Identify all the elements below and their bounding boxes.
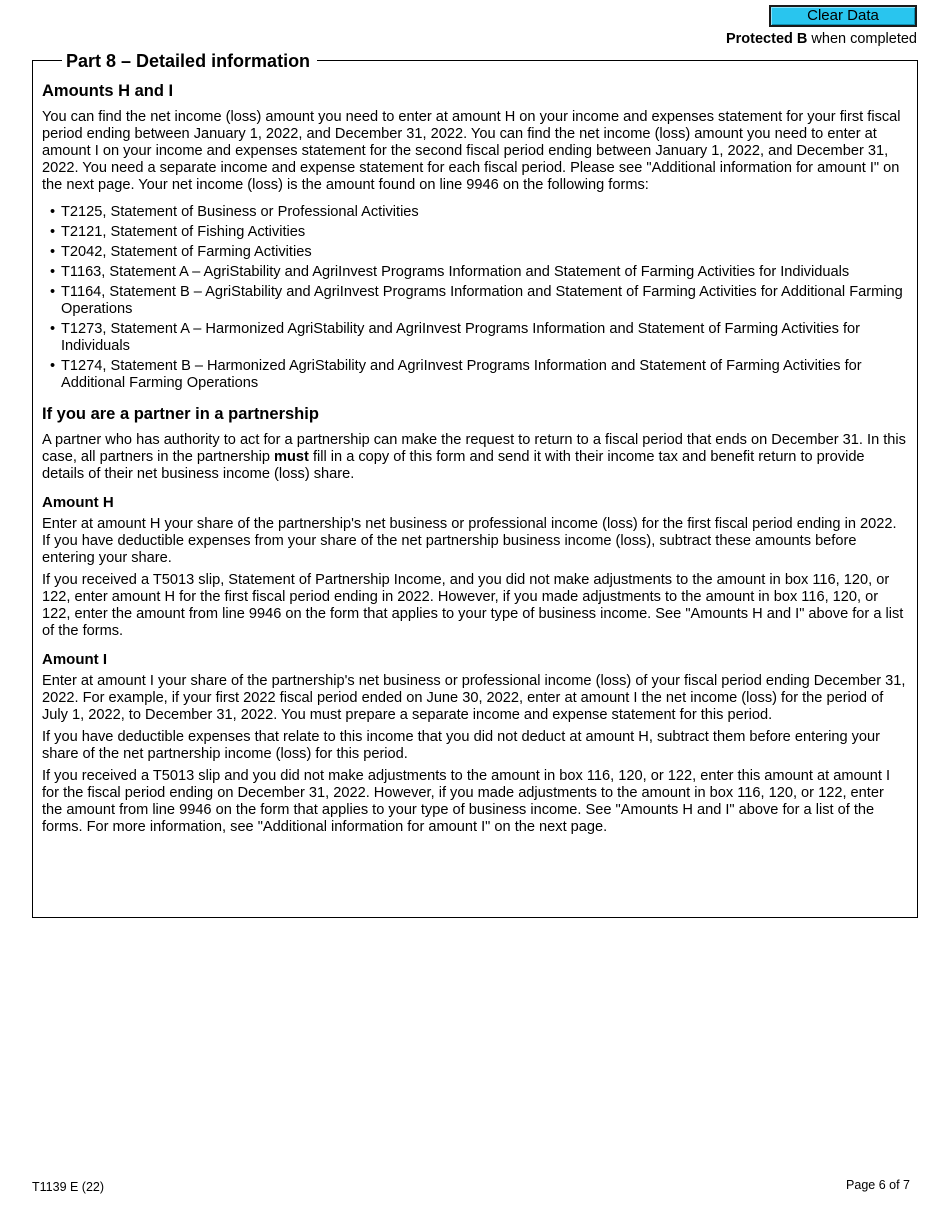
section-title: Part 8 – Detailed information bbox=[62, 49, 317, 73]
form-item-text: T2121, Statement of Fishing Activities bbox=[61, 224, 306, 240]
amount-i-paragraph-3: If you received a T5013 slip and you did not make adjustments to the amount in box 116, 120, or 122, enter this amount at amount I for the fiscal period ending on December 31, 2022. However, if you made adjustments to the amount in box 116, 120, or 122, enter the amount from line 9946 on the form that applies to your type of business income. See "Amounts H and I" above for a list of the forms. For more information, see "Additional information for amount I" on the next page. bbox=[42, 768, 891, 835]
bullet-icon: • bbox=[50, 284, 56, 300]
form-item-text: T1164, Statement B – AgriStability and AgriInvest Programs Information and Statement of Farming Activities for Additional Farming Operations bbox=[61, 284, 903, 317]
bullet-icon: • bbox=[50, 244, 56, 260]
part-8-section bbox=[32, 51, 918, 918]
section-content bbox=[42, 81, 908, 841]
form-item-text: T2125, Statement of Business or Professional Activities bbox=[61, 204, 419, 220]
list-item bbox=[42, 204, 908, 221]
form-item-text: T1274, Statement B – Harmonized AgriStability and AgriInvest Programs Information and Statement of Farming Activities for Additional Farming Operations bbox=[61, 358, 862, 391]
bullet-icon: • bbox=[50, 204, 56, 220]
list-item bbox=[42, 284, 908, 318]
form-item-text: T1273, Statement A – Harmonized AgriStability and AgriInvest Programs Information and Statement of Farming Activities for Individuals bbox=[61, 321, 860, 354]
list-item bbox=[42, 244, 908, 261]
list-item bbox=[42, 224, 908, 241]
partner-paragraph bbox=[42, 432, 908, 483]
amount-h-paragraph-2: If you received a T5013 slip, Statement of Partnership Income, and you did not make adjustments to the amount in box 116, 120, or 122, enter amount H for the first fiscal period ending in 2022. However, if you made adjustments to the amount in box 116, 120, or 122, enter the amount from line 9946 on the form that applies to your type of business income. See "Amounts H and I" above for a list of the forms. bbox=[42, 572, 904, 639]
bullet-icon: • bbox=[50, 224, 56, 240]
form-identifier: T1139 E (22) bbox=[32, 1180, 105, 1194]
partner-text-end: fill in a copy of this form and send it with their income tax and benefit return to provide details of their net business income (loss) share. bbox=[42, 449, 865, 482]
protected-when-completed: when completed bbox=[807, 31, 917, 47]
bullet-icon: • bbox=[50, 321, 56, 337]
protected-b-notice bbox=[726, 31, 917, 47]
amount-i-paragraph-2: If you have deductible expenses that relate to this income that you did not deduct at amount H, subtract them before entering your share of the net partnership income (loss) for this period. bbox=[42, 729, 881, 762]
amounts-h-and-i-heading: Amounts H and I bbox=[42, 82, 174, 100]
partner-text-start: A partner who has authority to act for a partnership can make the request to return to a fiscal period that ends on December 31. In this case, all partners in the partnership bbox=[42, 432, 906, 465]
form-item-text: T1163, Statement A – AgriStability and AgriInvest Programs Information and Statement of Farming Activities for Individuals bbox=[61, 264, 850, 280]
form-item-text: T2042, Statement of Farming Activities bbox=[61, 244, 312, 260]
list-item bbox=[42, 358, 908, 392]
partner-must-emphasis: must bbox=[274, 449, 309, 465]
amount-h-heading: Amount H bbox=[42, 494, 114, 511]
page-number: Page 6 of 7 bbox=[846, 1178, 910, 1192]
partner-heading: If you are a partner in a partnership bbox=[42, 405, 319, 423]
protected-b-label: Protected B bbox=[725, 31, 808, 47]
amounts-h-and-i-paragraph: You can find the net income (loss) amount you need to enter at amount H on your income and expenses statement for your first fiscal period ending between January 1, 2022, and December 31, 2022. You can find the net income (loss) amount you need to enter at amount I on your income and expenses statement for the second fiscal period ending between January 1, 2022, and December 31, 2022. You need a separate income and expense statement for each fiscal period. Please see "Additional information for amount I" on the next page. Your net income (loss) is the amount found on line 9946 on the following forms: bbox=[42, 109, 901, 193]
bullet-icon: • bbox=[50, 358, 56, 374]
forms-list bbox=[42, 204, 908, 392]
amount-i-paragraph-1: Enter at amount I your share of the partnership's net business or professional income (loss) of your fiscal period ending December 31, 2022. For example, if your first 2022 fiscal period ended on June 30, 2022, enter at amount I the net income (loss) for the period of July 1, 2022, to December 31, 2022. You must prepare a separate income and expense statement for this period. bbox=[42, 673, 906, 723]
list-item bbox=[42, 321, 908, 355]
bullet-icon: • bbox=[50, 264, 56, 280]
clear-data-button[interactable]: Clear Data bbox=[769, 5, 917, 27]
list-item bbox=[42, 264, 908, 281]
amount-i-heading: Amount I bbox=[42, 651, 107, 668]
amount-h-paragraph-1: Enter at amount H your share of the partnership's net business or professional income (loss) for the first fiscal period ending in 2022. If you have deductible expenses from your share of the net partnership business income (loss), subtract these amounts before entering your share. bbox=[42, 516, 897, 566]
